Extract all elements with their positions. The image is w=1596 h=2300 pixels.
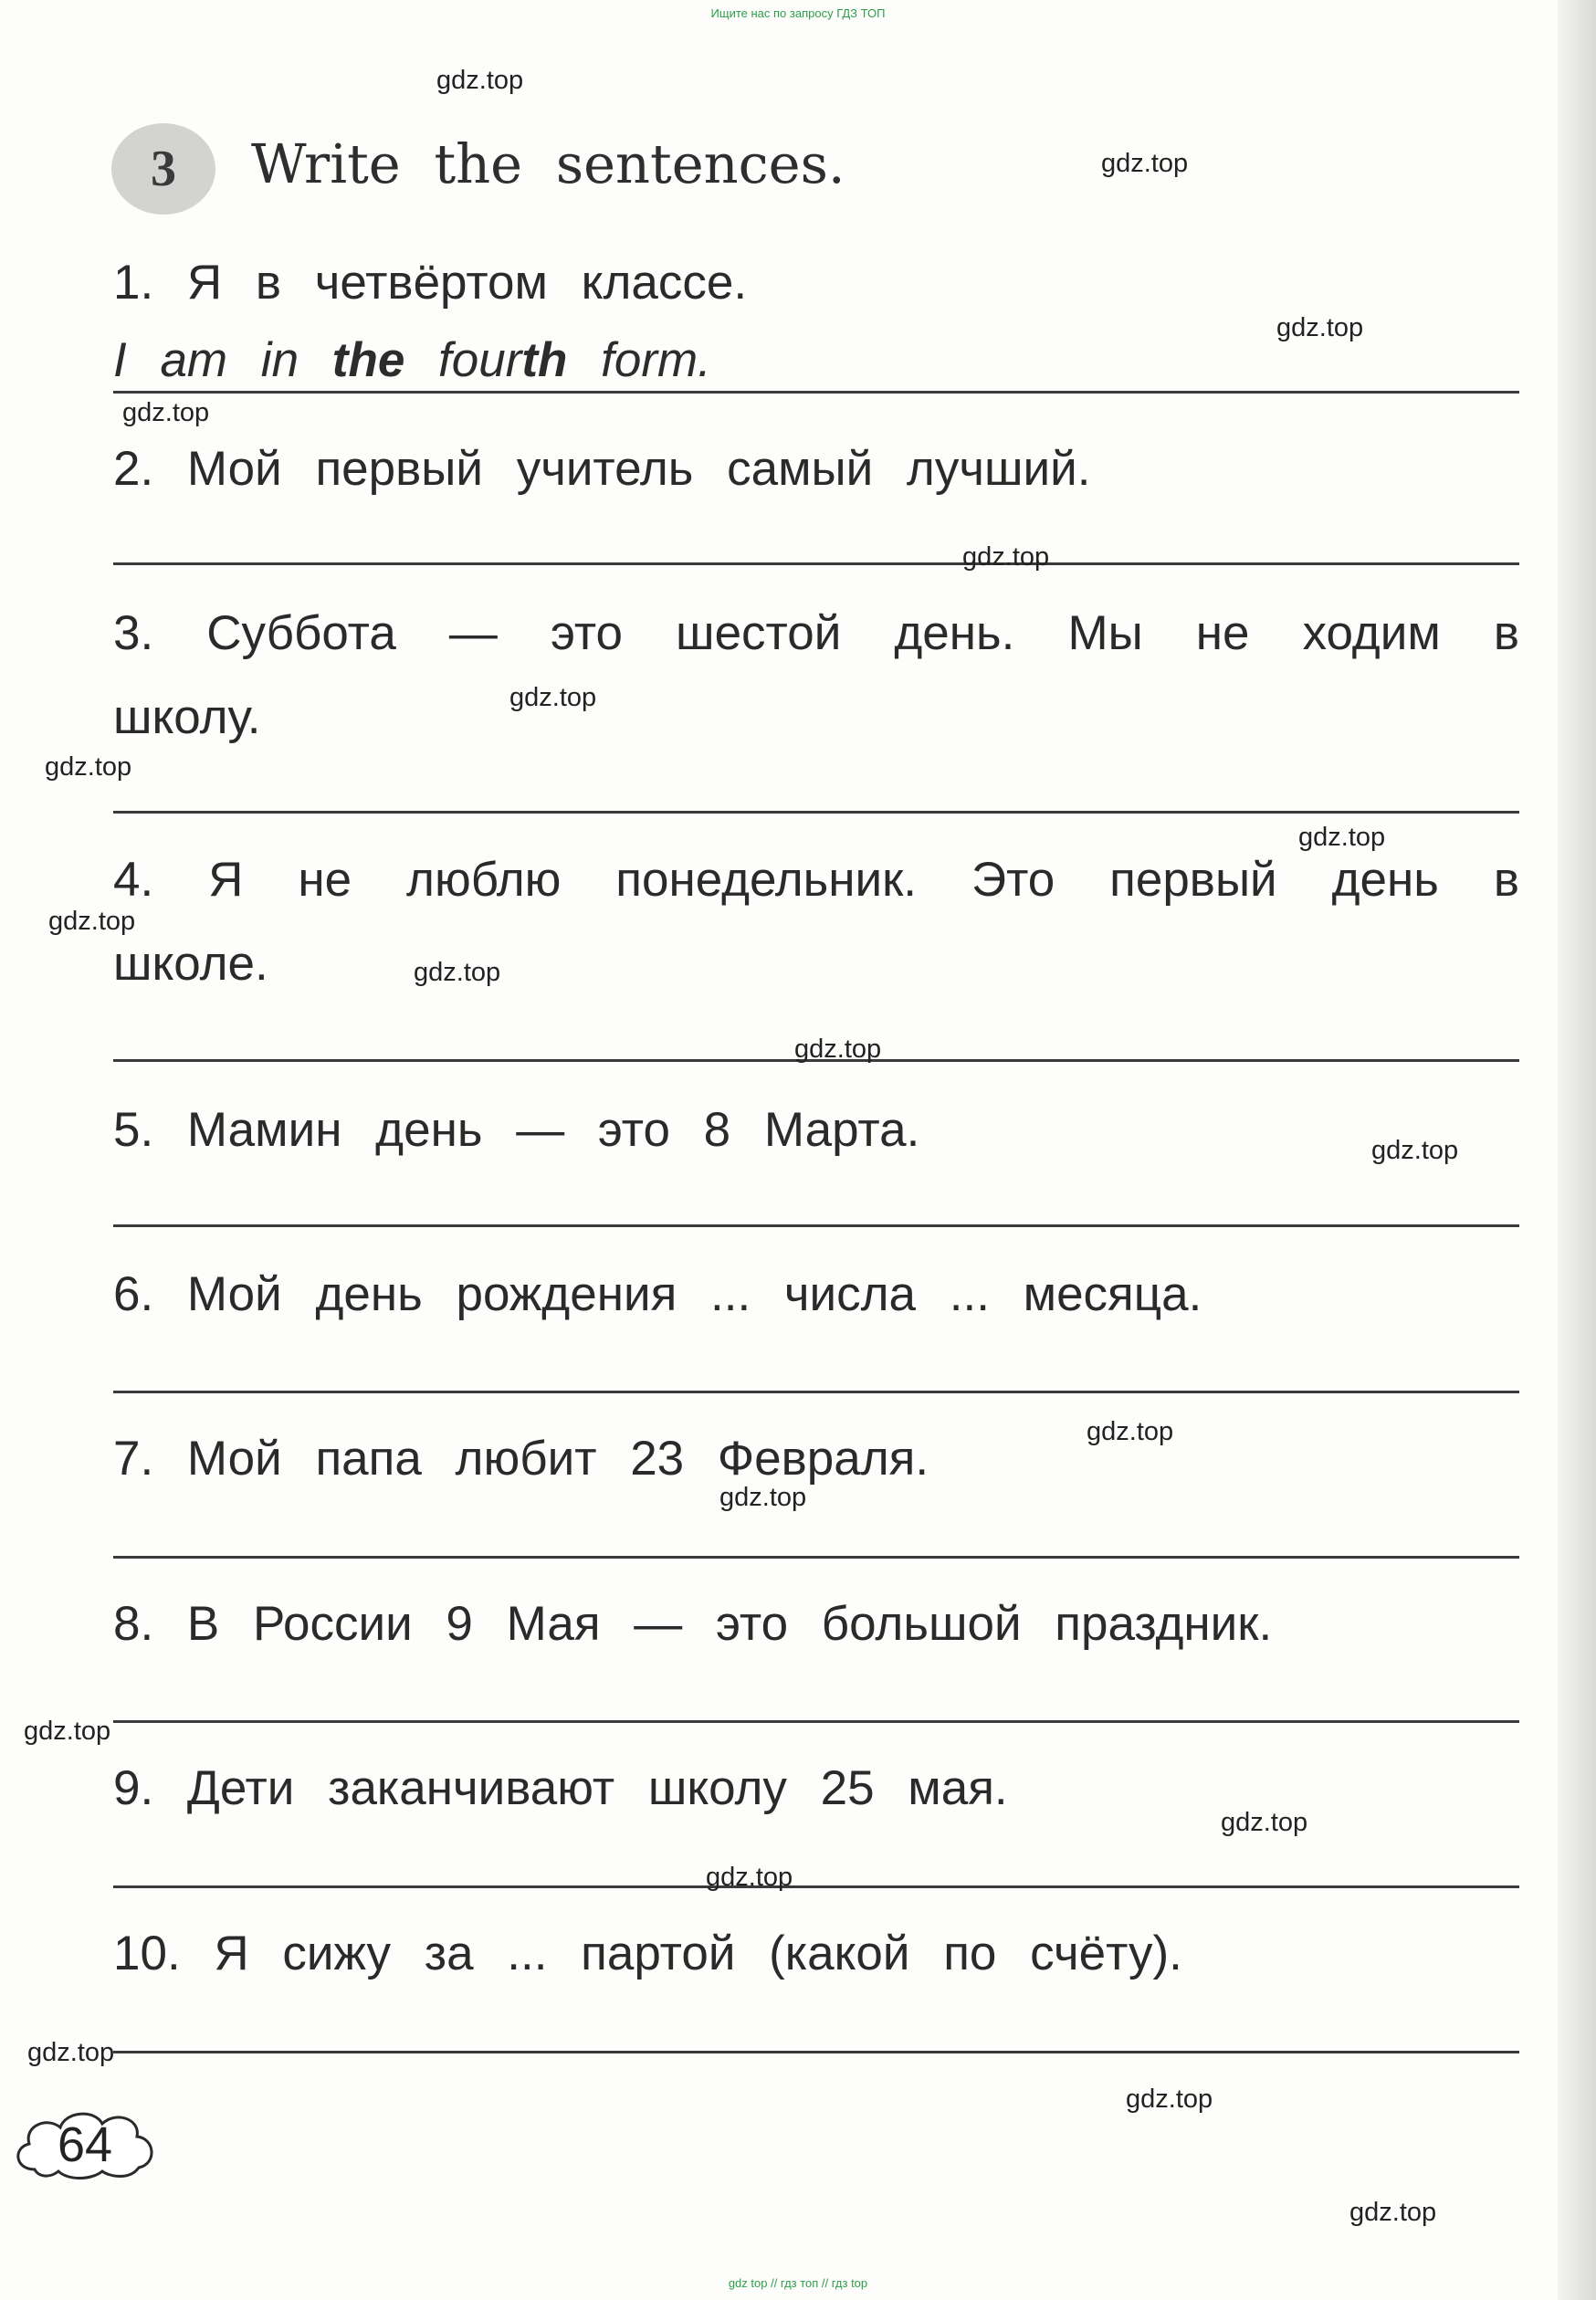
sentence-10: 10. Я сижу за ... партой (какой по счёту). — [113, 1927, 1182, 1980]
example-answer: I am in the fourth form. — [113, 333, 711, 387]
sentence-9: 9. Дети заканчивают школу 25 мая. — [113, 1761, 1008, 1815]
sentence-3: 3. Суббота — это шестой день. Мы не ходим в школу. — [113, 606, 1519, 744]
watermark: gdz.top — [1087, 1417, 1174, 1446]
watermark: gdz.top — [48, 907, 136, 936]
answer-line-1[interactable] — [113, 391, 1519, 394]
watermark: gdz.top — [414, 958, 501, 987]
answer-line-3[interactable] — [113, 811, 1519, 814]
page-number: 64 — [57, 2117, 113, 2172]
watermark: gdz.top — [24, 1717, 111, 1746]
watermark: gdz.top — [719, 1483, 807, 1512]
watermark: gdz.top — [1276, 313, 1364, 342]
sentence-1: 1. Я в четвёртом классе. — [113, 256, 748, 310]
sentence-7: 7. Мой папа любит 23 Февраля. — [113, 1432, 929, 1486]
watermark: gdz.top — [1371, 1136, 1459, 1165]
answer-line-5[interactable] — [113, 1224, 1519, 1227]
answer-line-10[interactable] — [113, 2051, 1519, 2053]
watermark: gdz.top — [1298, 823, 1386, 852]
exercise-title: Write the sentences. — [251, 132, 845, 195]
watermark: gdz.top — [436, 66, 524, 95]
watermark: gdz.top — [1101, 149, 1189, 178]
answer-line-9[interactable] — [113, 1885, 1519, 1888]
footer-note: gdz top // гдз топ // гдз top — [728, 2276, 868, 2290]
answer-line-8[interactable] — [113, 1720, 1519, 1723]
watermark: gdz.top — [27, 2038, 115, 2067]
answer-line-7[interactable] — [113, 1556, 1519, 1559]
sentence-5: 5. Мамин день — это 8 Марта. — [113, 1103, 920, 1157]
watermark: gdz.top — [509, 683, 597, 712]
answer-line-2[interactable] — [113, 562, 1519, 565]
watermark: gdz.top — [706, 1863, 793, 1892]
watermark: gdz.top — [45, 752, 132, 782]
sentence-8: 8. В России 9 Мая — это большой праздник. — [113, 1597, 1273, 1651]
sentence-4: 4. Я не люблю понедельник. Это первый день в школе. — [113, 853, 1519, 991]
page-edge-shadow — [1558, 0, 1596, 2300]
answer-line-6[interactable] — [113, 1391, 1519, 1393]
watermark: gdz.top — [794, 1034, 882, 1064]
watermark: gdz.top — [1221, 1808, 1308, 1837]
header-note: Ищите нас по запросу ГДЗ ТОП — [710, 6, 886, 20]
sentence-2: 2. Мой первый учитель самый лучший. — [113, 442, 1091, 496]
exercise-number-badge: 3 — [111, 123, 215, 215]
watermark: gdz.top — [962, 542, 1050, 572]
watermark: gdz.top — [1126, 2085, 1213, 2114]
sentence-6: 6. Мой день рождения ... числа ... месяца. — [113, 1267, 1202, 1321]
watermark: gdz.top — [122, 398, 210, 427]
watermark: gdz.top — [1349, 2198, 1437, 2227]
